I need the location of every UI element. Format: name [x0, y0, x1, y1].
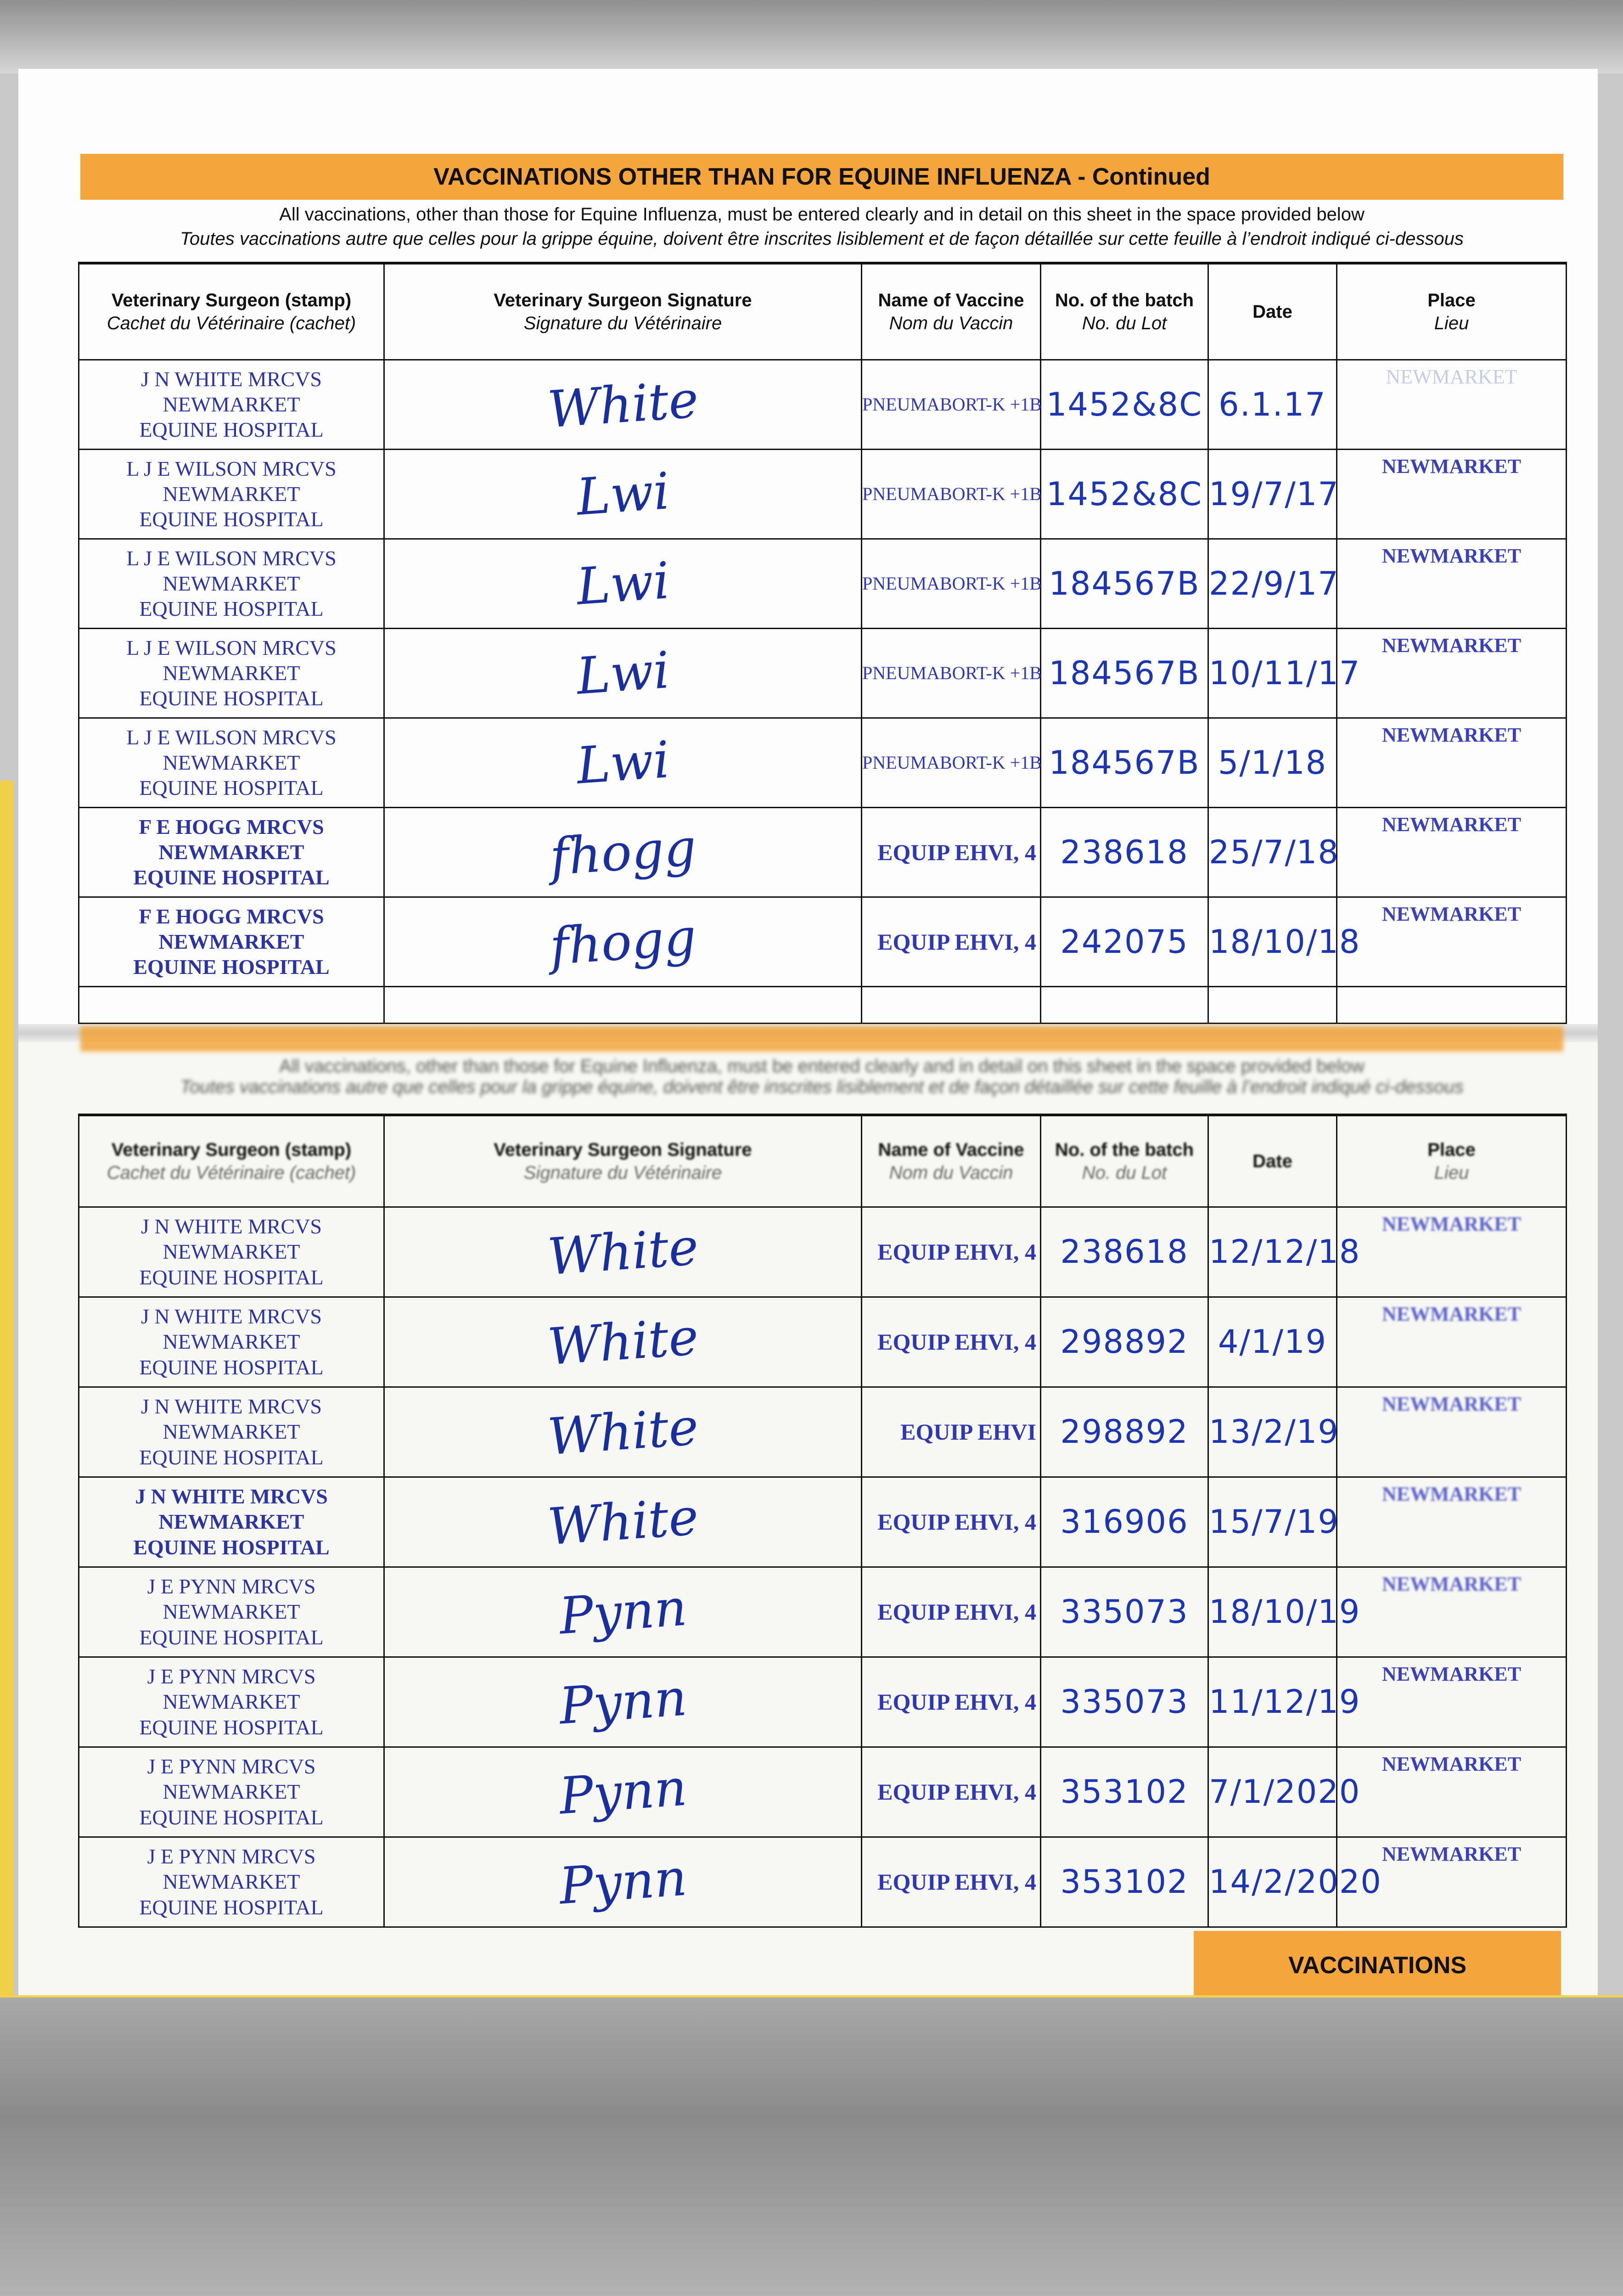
place-stamp: NEWMARKET	[1337, 1657, 1567, 1747]
vaccine-name: EQUIP EHVI	[862, 1387, 1041, 1477]
place-stamp: NEWMARKET	[1337, 1477, 1567, 1567]
vet-signature: Lwi	[382, 522, 864, 645]
place-stamp: NEWMARKET	[1337, 1567, 1567, 1657]
passport-cover-edge-left	[0, 781, 14, 1998]
place-stamp: NEWMARKET	[1337, 807, 1567, 897]
vaccine-name: PNEUMABORT-K +1B	[862, 449, 1041, 539]
vet-signature: Lwi	[382, 612, 864, 734]
vet-signature: White	[382, 1280, 864, 1403]
scan-top-shadow	[0, 0, 1623, 73]
vaccine-name: PNEUMABORT-K +1B	[862, 539, 1041, 628]
vet-stamp: J N WHITE MRCVS NEWMARKET EQUINE HOSPITAL	[79, 1477, 384, 1567]
vaccination-date: 13/2/19	[1208, 1387, 1337, 1477]
batch-number: 298892	[1041, 1297, 1208, 1387]
vet-signature: fhogg	[382, 880, 864, 1003]
vaccine-name: EQUIP EHVI, 4	[862, 1837, 1041, 1927]
col-batch-header: No. of the batch No. du Lot	[1041, 263, 1208, 360]
batch-number: 184567B	[1041, 539, 1208, 628]
vaccine-name: EQUIP EHVI, 4	[862, 1657, 1041, 1747]
vaccination-date: 11/12/19	[1208, 1657, 1337, 1747]
vaccination-date: 19/7/17	[1208, 449, 1337, 539]
section-title: VACCINATIONS OTHER THAN FOR EQUINE INFLUENZA - Continued	[433, 163, 1210, 190]
batch-number: 184567B	[1041, 628, 1208, 718]
vet-stamp: F E HOGG MRCVS NEWMARKET EQUINE HOSPITAL	[79, 897, 384, 986]
vaccine-name: EQUIP EHVI, 4	[862, 1207, 1041, 1297]
vaccination-table-upper	[78, 262, 1567, 1024]
vaccine-name: PNEUMABORT-K +1B	[862, 628, 1041, 718]
place-stamp: NEWMARKET	[1337, 1747, 1567, 1837]
vaccination-date: 18/10/18	[1208, 897, 1337, 986]
vet-signature: White	[382, 1190, 864, 1313]
col-batch-header: No. of the batch No. du Lot	[1041, 1115, 1208, 1207]
col-stamp-header: Veterinary Surgeon (stamp) Cachet du Vétérinaire (cachet)	[79, 263, 384, 360]
vet-stamp: L J E WILSON MRCVS NEWMARKET EQUINE HOSPITAL	[79, 539, 384, 628]
place-stamp: NEWMARKET	[1337, 360, 1567, 449]
place-stamp: NEWMARKET	[1337, 1387, 1567, 1477]
section-tab	[1194, 1931, 1561, 2000]
vaccination-table-lower	[78, 1114, 1567, 1928]
col-vaccine-header: Name of Vaccine Nom du Vaccin	[862, 263, 1041, 360]
vet-stamp: F E HOGG MRCVS NEWMARKET EQUINE HOSPITAL	[79, 807, 384, 897]
vaccine-name: EQUIP EHVI, 4	[862, 1297, 1041, 1387]
col-vaccine-header: Name of Vaccine Nom du Vaccin	[862, 1115, 1041, 1207]
batch-number: 353102	[1041, 1837, 1208, 1927]
place-stamp: NEWMARKET	[1337, 1207, 1567, 1297]
intro-french: Toutes vaccinations autre que celles pour la grippe équine, doivent être inscrites lisiblement et de façon détaillée sur cette feuille à l’endroit indiqué ci-dessous	[180, 229, 1464, 249]
vet-signature: White	[382, 343, 864, 466]
empty-cell	[1337, 986, 1567, 1023]
scan-bottom-background	[0, 1998, 1623, 2296]
batch-number: 184567B	[1041, 718, 1208, 807]
section-title-banner-faded	[80, 1026, 1563, 1052]
intro-english-faded: All vaccinations, other than those for Equine Influenza, must be entered clearly and in detail on this sheet in the space provided below	[279, 1056, 1365, 1076]
batch-number: 242075	[1041, 897, 1208, 986]
col-date-header: Date	[1208, 1115, 1337, 1207]
vaccine-name: EQUIP EHVI, 4	[862, 1567, 1041, 1657]
batch-number: 353102	[1041, 1747, 1208, 1837]
vet-stamp: J N WHITE MRCVS NEWMARKET EQUINE HOSPITAL	[79, 1387, 384, 1477]
vet-stamp: J E PYNN MRCVS NEWMARKET EQUINE HOSPITAL	[79, 1837, 384, 1927]
vaccination-date: 10/11/17	[1208, 628, 1337, 718]
batch-number: 335073	[1041, 1657, 1208, 1747]
vet-signature: Pynn	[382, 1640, 864, 1763]
batch-number: 1452&8C	[1041, 449, 1208, 539]
place-stamp: NEWMARKET	[1337, 449, 1567, 539]
place-stamp: NEWMARKET	[1337, 718, 1567, 807]
place-stamp: NEWMARKET	[1337, 539, 1567, 628]
empty-cell	[1208, 986, 1337, 1023]
place-stamp: NEWMARKET	[1337, 1297, 1567, 1387]
vet-stamp: J E PYNN MRCVS NEWMARKET EQUINE HOSPITAL	[79, 1657, 384, 1747]
vaccine-name: EQUIP EHVI, 4	[862, 1747, 1041, 1837]
table-row	[79, 1837, 1567, 1927]
vaccination-date: 15/7/19	[1208, 1477, 1337, 1567]
intro-english: All vaccinations, other than those for Equine Influenza, must be entered clearly and in detail on this sheet in the space provided below	[279, 204, 1365, 225]
col-date-header: Date	[1208, 263, 1337, 360]
vet-signature: fhogg	[382, 791, 864, 913]
place-stamp: NEWMARKET	[1337, 897, 1567, 986]
col-place-header: Place Lieu	[1337, 1115, 1567, 1207]
place-stamp: NEWMARKET	[1337, 628, 1567, 718]
vaccination-date: 18/10/19	[1208, 1567, 1337, 1657]
vaccination-date: 7/1/2020	[1208, 1747, 1337, 1837]
vet-signature: Lwi	[382, 701, 864, 824]
empty-cell	[862, 986, 1041, 1023]
vet-stamp: L J E WILSON MRCVS NEWMARKET EQUINE HOSPITAL	[79, 718, 384, 807]
batch-number: 238618	[1041, 1207, 1208, 1297]
vaccination-date: 5/1/18	[1208, 718, 1337, 807]
vet-signature: Pynn	[382, 1820, 864, 1943]
vet-stamp: J E PYNN MRCVS NEWMARKET EQUINE HOSPITAL	[79, 1747, 384, 1837]
vet-stamp: J N WHITE MRCVS NEWMARKET EQUINE HOSPITAL	[79, 360, 384, 449]
vet-stamp: J N WHITE MRCVS NEWMARKET EQUINE HOSPITAL	[79, 1297, 384, 1387]
vaccine-name: EQUIP EHVI, 4	[862, 807, 1041, 897]
vaccination-date: 22/9/17	[1208, 539, 1337, 628]
batch-number: 316906	[1041, 1477, 1208, 1567]
vet-signature: Lwi	[382, 433, 864, 555]
batch-number: 1452&8C	[1041, 360, 1208, 449]
col-signature-header: Veterinary Surgeon Signature Signature du Vétérinaire	[384, 1115, 862, 1207]
vet-stamp: L J E WILSON MRCVS NEWMARKET EQUINE HOSPITAL	[79, 449, 384, 539]
batch-number: 298892	[1041, 1387, 1208, 1477]
vaccination-date: 25/7/18	[1208, 807, 1337, 897]
vet-signature: Pynn	[382, 1730, 864, 1853]
vet-stamp: L J E WILSON MRCVS NEWMARKET EQUINE HOSPITAL	[79, 628, 384, 718]
col-stamp-header: Veterinary Surgeon (stamp) Cachet du Vétérinaire (cachet)	[79, 1115, 384, 1207]
vaccine-name: PNEUMABORT-K +1B	[862, 360, 1041, 449]
vet-stamp: J E PYNN MRCVS NEWMARKET EQUINE HOSPITAL	[79, 1567, 384, 1657]
section-tab-label: VACCINATIONS	[1288, 1952, 1467, 1979]
col-place-header: Place Lieu	[1337, 263, 1567, 360]
vaccine-name: PNEUMABORT-K +1B	[862, 718, 1041, 807]
vaccination-date: 4/1/19	[1208, 1297, 1337, 1387]
empty-cell	[1041, 986, 1208, 1023]
table-row	[79, 897, 1567, 986]
vaccine-name: EQUIP EHVI, 4	[862, 1477, 1041, 1567]
col-signature-header: Veterinary Surgeon Signature Signature du Vétérinaire	[384, 263, 862, 360]
empty-cell	[79, 986, 384, 1023]
vet-signature: White	[382, 1460, 864, 1583]
vet-signature: Pynn	[382, 1550, 864, 1673]
vaccination-date: 12/12/18	[1208, 1207, 1337, 1297]
batch-number: 335073	[1041, 1567, 1208, 1657]
section-title-banner	[80, 154, 1563, 200]
vet-stamp: J N WHITE MRCVS NEWMARKET EQUINE HOSPITAL	[79, 1207, 384, 1297]
intro-french-faded: Toutes vaccinations autre que celles pour la grippe équine, doivent être inscrites lisiblement et de façon détaillée sur cette feuille à l’endroit indiqué ci-dessous	[180, 1077, 1464, 1097]
vaccination-date: 6.1.17	[1208, 360, 1337, 449]
vaccine-name: EQUIP EHVI, 4	[862, 897, 1041, 986]
vaccination-date: 14/2/2020	[1208, 1837, 1337, 1927]
vet-signature: White	[382, 1370, 864, 1493]
place-stamp: NEWMARKET	[1337, 1837, 1567, 1927]
table-row-empty	[79, 986, 1567, 1023]
batch-number: 238618	[1041, 807, 1208, 897]
